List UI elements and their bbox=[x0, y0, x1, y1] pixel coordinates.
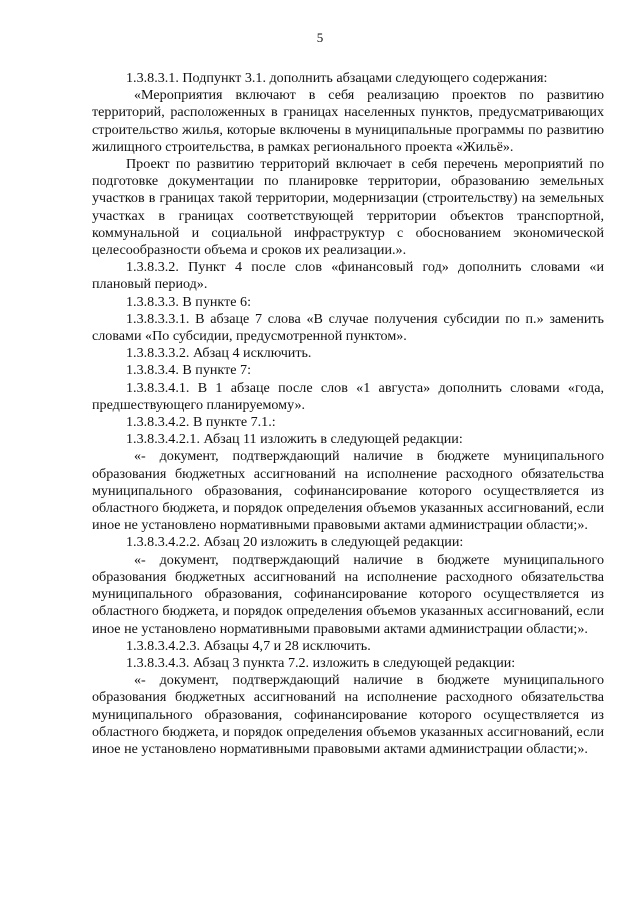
paragraph-1-3-8-3-3-2: 1.3.8.3.3.2. Абзац 4 исключить. bbox=[126, 345, 312, 362]
paragraph-1-3-8-3-4-2-1: 1.3.8.3.4.2.1. Абзац 11 изложить в следующей редакции: bbox=[126, 431, 463, 448]
paragraph-1-3-8-3-4-2-3: 1.3.8.3.4.2.3. Абзацы 4,7 и 28 исключить. bbox=[126, 637, 371, 654]
paragraph-1-3-8-3-4-1: 1.3.8.3.4.1. В 1 абзаце после слов «1 августа» дополнить словами «года, предшествующего планируемому». bbox=[92, 379, 604, 413]
paragraph-quote-document-2: «- документ, подтверждающий наличие в бюджете муниципального образования бюджетных ассигнований на исполнение расходного обязательства муниципального образования, софинансирование которого осуществляется из областного бюджета, и порядок определения объемов указанных ассигнований, если иное не установлено нормативными правовыми актами администрации области;». bbox=[92, 551, 604, 637]
page-number: 5 bbox=[316, 30, 324, 45]
paragraph-1-3-8-3-4-2: 1.3.8.3.4.2. В пункте 7.1.: bbox=[126, 414, 276, 431]
paragraph-1-3-8-3-4: 1.3.8.3.4. В пункте 7: bbox=[126, 362, 251, 379]
paragraph-quote-document-3: «- документ, подтверждающий наличие в бюджете муниципального образования бюджетных ассигнований на исполнение расходного обязательства муниципального образования, софинансирование которого осуществляется из областного бюджета, и порядок определения объемов указанных ассигнований, если иное не установлено нормативными правовыми актами администрации области;». bbox=[92, 672, 604, 757]
paragraph-1-3-8-3-4-2-2: 1.3.8.3.4.2.2. Абзац 20 изложить в следующей редакции: bbox=[126, 534, 464, 551]
paragraph-1-3-8-3-4-3: 1.3.8.3.4.3. Абзац 3 пункта 7.2. изложить в следующей редакции: bbox=[126, 654, 516, 671]
paragraph-1-3-8-3-1: 1.3.8.3.1. Подпункт 3.1. дополнить абзацами следующего содержания: bbox=[126, 70, 548, 86]
paragraph-1-3-8-3-3-1: 1.3.8.3.3.1. В абзаце 7 слова «В случае получения субсидии по п.» заменить словами «По субсидии, предусмотренной пунктом». bbox=[92, 310, 604, 345]
paragraph-quote-measures: «Мероприятия включают в себя реализацию проектов по развитию территорий, расположенных в границах населенных пунктов, предусматривающих строительство жилья, которые включены в муниципальные программы по развитию жилищного строительства, в рамках регионального проекта «Жильё». bbox=[92, 87, 604, 155]
paragraph-1-3-8-3-3: 1.3.8.3.3. В пункте 6: bbox=[126, 293, 251, 310]
paragraph-project-description: Проект по развитию территорий включает в себя перечень мероприятий по подготовке документации по планировке территории, образованию земельных участков в границах такой территории, модернизации (строительству) на земельных участках в границах соответствующей территории объектов транспортной, коммунальной и социальной инфраструктур с обоснованием экономической целесообразности объема и сроков их реализации.». bbox=[92, 156, 604, 259]
paragraph-quote-document-1: «- документ, подтверждающий наличие в бюджете муниципального образования бюджетных ассигнований на исполнение расходного обязательства муниципального образования, софинансирование которого осуществляется из областного бюджета, и порядок определения объемов указанных ассигнований, если иное не установлено нормативными правовыми актами администрации области;». bbox=[92, 448, 604, 534]
paragraph-1-3-8-3-2: 1.3.8.3.2. Пункт 4 после слов «финансовый год» дополнить словами «и плановый период». bbox=[92, 259, 604, 293]
